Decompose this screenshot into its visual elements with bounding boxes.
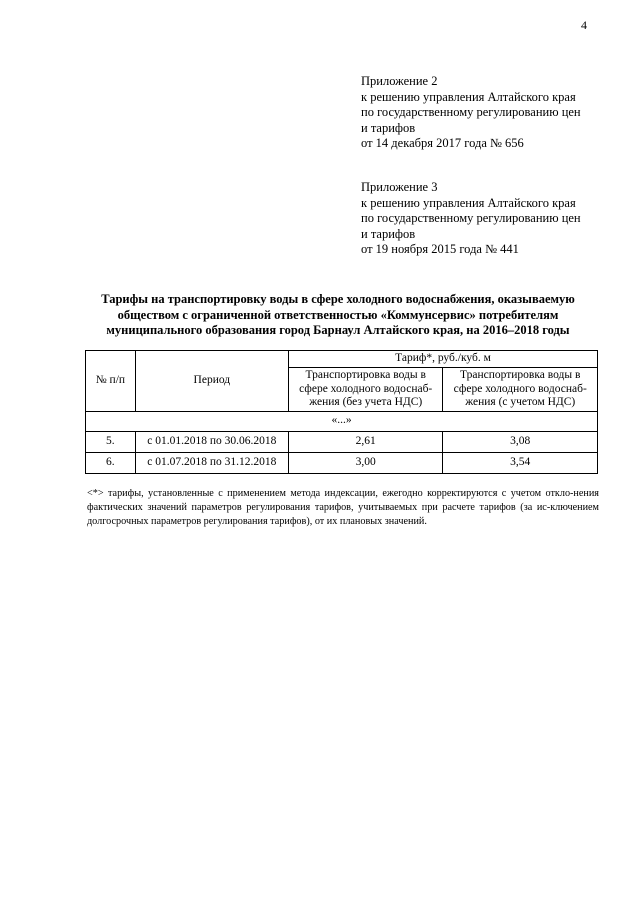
header-period: Период <box>135 351 288 412</box>
header-with-vat: Транспортировка воды в сфере холодного водоснаб-жения (с учетом НДС) <box>443 368 598 412</box>
appendix-2-line: Приложение 2 <box>361 74 438 88</box>
footnote: <*> тарифы, установленные с применением метода индексации, ежегодно корректируются с учетом откло-нения фактических значений параметров регулирования тарифов, учитываемых при расчете тарифов (за ис-ключением долгосрочных параметров регулирования тарифов), от их плановых значений. <box>87 488 599 527</box>
header-without-vat: Транспортировка воды в сфере холодного водоснаб-жения (без учета НДС) <box>288 368 443 412</box>
appendix-3-line: от 19 ноября 2015 года № 441 <box>361 242 519 256</box>
table-header-row <box>86 351 598 368</box>
cell-period: с 01.01.2018 по 30.06.2018 <box>135 431 288 452</box>
page-number: 4 <box>581 18 587 32</box>
title-line: Тарифы на транспортировку воды в сфере холодного водоснабжения, оказываемую <box>101 292 575 306</box>
table-row <box>86 452 598 473</box>
header-number: № п/п <box>86 351 136 412</box>
cell-without-vat: 2,61 <box>288 431 443 452</box>
appendix-3-line: и тарифов <box>361 226 416 241</box>
cell-with-vat: 3,08 <box>443 431 598 452</box>
cell-period: с 01.07.2018 по 31.12.2018 <box>135 452 288 473</box>
cell-number: 6. <box>86 452 136 473</box>
appendix-2-line: к решению управления Алтайского края <box>361 89 576 104</box>
appendix-3-line: к решению управления Алтайского края <box>361 195 576 210</box>
appendix-2-line: от 14 декабря 2017 года № 656 <box>361 136 524 150</box>
ellipsis-cell: «...» <box>86 411 598 431</box>
table-row <box>86 431 598 452</box>
header-tariff-group: Тариф*, руб./куб. м <box>288 351 597 368</box>
appendix-3-header <box>361 180 621 258</box>
cell-number: 5. <box>86 431 136 452</box>
table-row-ellipsis <box>86 411 598 431</box>
cell-without-vat: 3,00 <box>288 452 443 473</box>
cell-with-vat: 3,54 <box>443 452 598 473</box>
document-title <box>40 292 636 339</box>
appendix-3-line: Приложение 3 <box>361 180 438 194</box>
title-line: муниципального образования город Барнаул Алтайского края, на 2016–2018 годы <box>106 323 570 337</box>
appendix-3-line: по государственному регулированию цен <box>361 211 581 225</box>
appendix-2-line: по государственному регулированию цен <box>361 105 581 119</box>
appendix-2-line: и тарифов <box>361 120 416 135</box>
appendix-2-header <box>361 74 621 152</box>
title-line: обществом с ограниченной ответственностью «Коммунсервис» потребителям <box>117 307 559 322</box>
tariff-table <box>85 350 598 474</box>
